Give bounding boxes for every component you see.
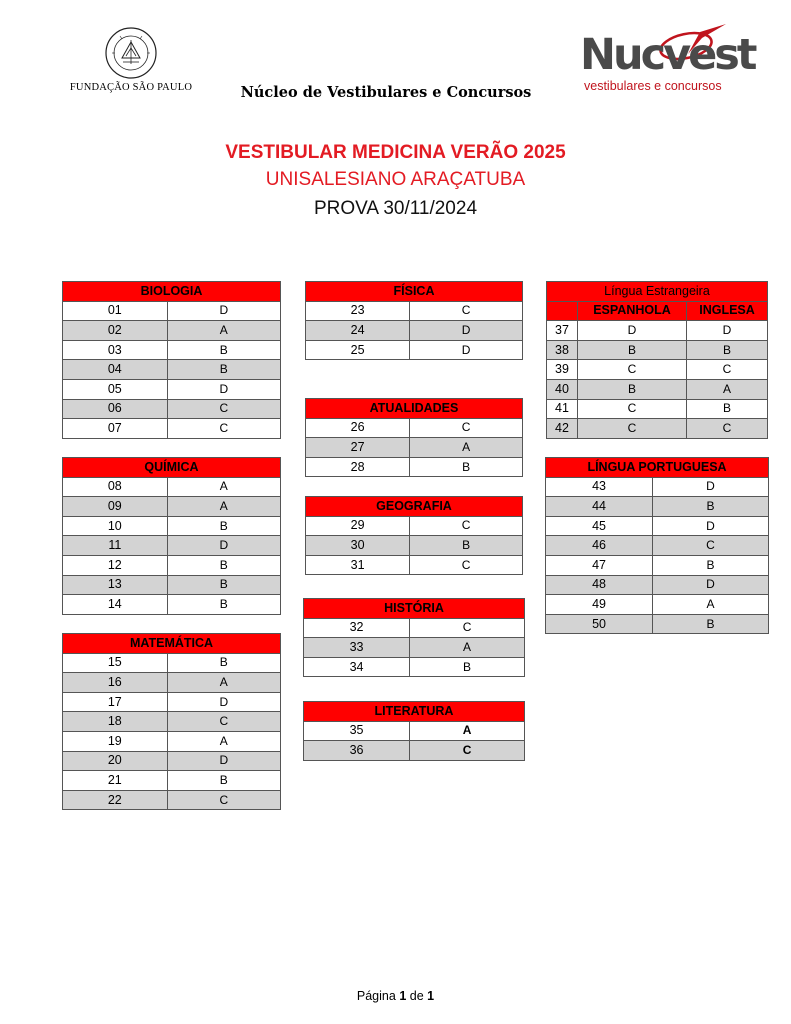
question-number: 37 bbox=[547, 321, 578, 341]
historia-table bbox=[303, 598, 525, 677]
answer-letter: D bbox=[653, 575, 769, 595]
table-row bbox=[63, 595, 281, 615]
table-header bbox=[306, 399, 523, 419]
question-number: 41 bbox=[547, 399, 578, 419]
question-number: 43 bbox=[546, 477, 653, 497]
table-row bbox=[546, 477, 769, 497]
table-row bbox=[546, 595, 769, 615]
question-number: 17 bbox=[63, 692, 168, 712]
answer-inglesa: B bbox=[687, 340, 768, 360]
table-title: FÍSICA bbox=[306, 282, 523, 302]
table-row bbox=[63, 379, 281, 399]
lingua-portuguesa-table bbox=[545, 457, 769, 634]
answer-letter: C bbox=[410, 555, 523, 575]
table-row bbox=[547, 321, 768, 341]
table-title: HISTÓRIA bbox=[304, 599, 525, 619]
table-row bbox=[547, 340, 768, 360]
table-title: Língua Estrangeira bbox=[547, 282, 768, 302]
question-number: 50 bbox=[546, 614, 653, 634]
answer-letter: A bbox=[653, 595, 769, 615]
table-row bbox=[306, 536, 523, 556]
answer-inglesa: C bbox=[687, 360, 768, 380]
question-number: 30 bbox=[306, 536, 410, 556]
question-number: 08 bbox=[63, 477, 168, 497]
table-row bbox=[306, 516, 523, 536]
table-header bbox=[63, 458, 281, 478]
question-number: 02 bbox=[63, 321, 168, 341]
table-row bbox=[306, 418, 523, 438]
answer-letter: A bbox=[167, 497, 280, 517]
table-row bbox=[63, 731, 281, 751]
answer-espanhola: D bbox=[578, 321, 687, 341]
table-header bbox=[306, 282, 523, 302]
quimica-table bbox=[62, 457, 281, 615]
table-row bbox=[547, 399, 768, 419]
answer-letter: B bbox=[167, 516, 280, 536]
geografia-table bbox=[305, 496, 523, 575]
table-row bbox=[63, 477, 281, 497]
question-number: 03 bbox=[63, 340, 168, 360]
question-number: 39 bbox=[547, 360, 578, 380]
table-row bbox=[304, 657, 525, 677]
table-row bbox=[304, 618, 525, 638]
answer-letter: D bbox=[167, 536, 280, 556]
question-number: 25 bbox=[306, 340, 410, 360]
page-footer bbox=[0, 989, 791, 1003]
question-number: 07 bbox=[63, 419, 168, 439]
matematica-table bbox=[62, 633, 281, 810]
question-number: 44 bbox=[546, 497, 653, 517]
answer-letter: C bbox=[410, 741, 525, 761]
table-title: MATEMÁTICA bbox=[63, 634, 281, 654]
table-row bbox=[63, 536, 281, 556]
table-title: GEOGRAFIA bbox=[306, 497, 523, 517]
question-number: 11 bbox=[63, 536, 168, 556]
table-title: ATUALIDADES bbox=[306, 399, 523, 419]
answer-letter: A bbox=[410, 638, 525, 658]
question-number: 35 bbox=[304, 721, 410, 741]
answer-letter: D bbox=[167, 379, 280, 399]
answer-letter: A bbox=[167, 673, 280, 693]
brand-tagline: vestibulares e concursos bbox=[584, 79, 722, 93]
table-row bbox=[63, 575, 281, 595]
answer-letter: D bbox=[167, 751, 280, 771]
answer-espanhola: C bbox=[578, 360, 687, 380]
fundacao-name: FUNDAÇÃO SÃO PAULO bbox=[69, 82, 193, 93]
lingua-estrangeira-table bbox=[546, 281, 768, 439]
question-number: 42 bbox=[547, 419, 578, 439]
nucvest-logo bbox=[576, 24, 755, 96]
answer-inglesa: D bbox=[687, 321, 768, 341]
table-row bbox=[546, 536, 769, 556]
table-row bbox=[547, 379, 768, 399]
column-header-inglesa: INGLESA bbox=[687, 301, 768, 321]
question-number: 49 bbox=[546, 595, 653, 615]
answer-letter: B bbox=[167, 360, 280, 380]
exam-title: VESTIBULAR MEDICINA VERÃO 2025 bbox=[225, 142, 566, 163]
table-row bbox=[546, 614, 769, 634]
table-row bbox=[63, 419, 281, 439]
table-row bbox=[63, 790, 281, 810]
question-number: 06 bbox=[63, 399, 168, 419]
footer-prefix: Página bbox=[356, 989, 396, 1003]
answer-letter: C bbox=[410, 301, 523, 321]
table-row bbox=[304, 721, 525, 741]
question-number: 13 bbox=[63, 575, 168, 595]
table-row bbox=[63, 653, 281, 673]
answer-letter: D bbox=[410, 321, 523, 341]
table-title: LITERATURA bbox=[304, 702, 525, 722]
answer-letter: A bbox=[167, 321, 280, 341]
table-row bbox=[547, 419, 768, 439]
question-number: 45 bbox=[546, 516, 653, 536]
answer-letter: C bbox=[410, 516, 523, 536]
question-number: 47 bbox=[546, 555, 653, 575]
question-number: 24 bbox=[306, 321, 410, 341]
table-row bbox=[63, 360, 281, 380]
table-row bbox=[63, 321, 281, 341]
answer-letter: C bbox=[653, 536, 769, 556]
table-row bbox=[63, 399, 281, 419]
table-row bbox=[546, 555, 769, 575]
question-number: 22 bbox=[63, 790, 168, 810]
table-row bbox=[306, 438, 523, 458]
answer-letter: B bbox=[167, 340, 280, 360]
table-row bbox=[63, 673, 281, 693]
answer-letter: B bbox=[410, 657, 525, 677]
brand-wordmark: Nucvest bbox=[580, 30, 755, 80]
question-number: 34 bbox=[304, 657, 410, 677]
table-row bbox=[63, 771, 281, 791]
answer-espanhola: C bbox=[578, 419, 687, 439]
table-row bbox=[63, 497, 281, 517]
table-row bbox=[306, 555, 523, 575]
answer-letter: B bbox=[653, 614, 769, 634]
exam-date: PROVA 30/11/2024 bbox=[313, 198, 478, 219]
fisica-table bbox=[305, 281, 523, 360]
question-number: 33 bbox=[304, 638, 410, 658]
question-number: 18 bbox=[63, 712, 168, 732]
table-row bbox=[304, 741, 525, 761]
table-header bbox=[546, 458, 769, 478]
answer-letter: C bbox=[410, 418, 523, 438]
footer-page-number: 1 bbox=[399, 989, 407, 1003]
center-title: Núcleo de Vestibulares e Concursos bbox=[240, 84, 532, 101]
fundacao-sao-paulo-logo bbox=[66, 26, 196, 98]
table-row bbox=[63, 751, 281, 771]
table-title: LÍNGUA PORTUGUESA bbox=[546, 458, 769, 478]
question-number: 29 bbox=[306, 516, 410, 536]
question-number: 46 bbox=[546, 536, 653, 556]
question-number: 21 bbox=[63, 771, 168, 791]
table-row bbox=[63, 301, 281, 321]
table-row bbox=[306, 340, 523, 360]
answer-letter: A bbox=[167, 477, 280, 497]
answer-letter: C bbox=[167, 399, 280, 419]
question-number: 01 bbox=[63, 301, 168, 321]
table-header bbox=[63, 282, 281, 302]
question-number: 28 bbox=[306, 457, 410, 477]
question-number: 16 bbox=[63, 673, 168, 693]
answer-letter: B bbox=[167, 595, 280, 615]
answer-espanhola: B bbox=[578, 379, 687, 399]
question-number: 32 bbox=[304, 618, 410, 638]
table-header bbox=[304, 702, 525, 722]
answer-letter: C bbox=[167, 790, 280, 810]
table-title: QUÍMICA bbox=[63, 458, 281, 478]
answer-letter: B bbox=[167, 575, 280, 595]
answer-letter: B bbox=[410, 536, 523, 556]
column-header-number bbox=[547, 301, 578, 321]
question-number: 48 bbox=[546, 575, 653, 595]
table-row bbox=[63, 516, 281, 536]
table-header bbox=[63, 634, 281, 654]
answer-letter: C bbox=[167, 712, 280, 732]
question-number: 20 bbox=[63, 751, 168, 771]
footer-separator: de bbox=[409, 989, 424, 1003]
question-number: 10 bbox=[63, 516, 168, 536]
question-number: 40 bbox=[547, 379, 578, 399]
answer-espanhola: C bbox=[578, 399, 687, 419]
answer-letter: B bbox=[167, 555, 280, 575]
question-number: 14 bbox=[63, 595, 168, 615]
table-row bbox=[304, 638, 525, 658]
answer-inglesa: B bbox=[687, 399, 768, 419]
answer-letter: A bbox=[410, 438, 523, 458]
atualidades-table bbox=[305, 398, 523, 477]
question-number: 05 bbox=[63, 379, 168, 399]
table-header bbox=[304, 599, 525, 619]
question-number: 04 bbox=[63, 360, 168, 380]
literatura-table bbox=[303, 701, 525, 761]
question-number: 23 bbox=[306, 301, 410, 321]
answer-inglesa: A bbox=[687, 379, 768, 399]
answer-espanhola: B bbox=[578, 340, 687, 360]
question-number: 31 bbox=[306, 555, 410, 575]
biologia-table bbox=[62, 281, 281, 439]
answer-letter: D bbox=[410, 340, 523, 360]
table-header bbox=[547, 282, 768, 302]
answer-letter: D bbox=[167, 692, 280, 712]
table-row bbox=[63, 340, 281, 360]
table-row bbox=[546, 575, 769, 595]
table-row bbox=[63, 692, 281, 712]
column-header-espanhola: ESPANHOLA bbox=[578, 301, 687, 321]
table-row bbox=[306, 321, 523, 341]
answer-letter: A bbox=[167, 731, 280, 751]
answer-letter: B bbox=[653, 555, 769, 575]
answer-letter: B bbox=[167, 653, 280, 673]
question-number: 38 bbox=[547, 340, 578, 360]
question-number: 09 bbox=[63, 497, 168, 517]
question-number: 19 bbox=[63, 731, 168, 751]
question-number: 36 bbox=[304, 741, 410, 761]
footer-page-total: 1 bbox=[427, 989, 435, 1003]
table-row bbox=[547, 360, 768, 380]
answer-letter: A bbox=[410, 721, 525, 741]
seal-icon bbox=[104, 26, 158, 80]
question-number: 15 bbox=[63, 653, 168, 673]
table-row bbox=[306, 301, 523, 321]
question-number: 12 bbox=[63, 555, 168, 575]
question-number: 26 bbox=[306, 418, 410, 438]
table-row bbox=[63, 712, 281, 732]
answer-inglesa: C bbox=[687, 419, 768, 439]
answer-letter: D bbox=[653, 477, 769, 497]
answer-letter: C bbox=[410, 618, 525, 638]
table-row bbox=[63, 555, 281, 575]
answer-letter: C bbox=[167, 419, 280, 439]
answer-letter: B bbox=[410, 457, 523, 477]
table-row bbox=[306, 457, 523, 477]
table-row bbox=[546, 497, 769, 517]
answer-letter: D bbox=[653, 516, 769, 536]
table-title: BIOLOGIA bbox=[63, 282, 281, 302]
answer-letter: B bbox=[653, 497, 769, 517]
column-header-row bbox=[547, 301, 768, 321]
question-number: 27 bbox=[306, 438, 410, 458]
table-header bbox=[306, 497, 523, 517]
answer-letter: B bbox=[167, 771, 280, 791]
institution-name: UNISALESIANO ARAÇATUBA bbox=[265, 169, 526, 190]
table-row bbox=[546, 516, 769, 536]
answer-letter: D bbox=[167, 301, 280, 321]
